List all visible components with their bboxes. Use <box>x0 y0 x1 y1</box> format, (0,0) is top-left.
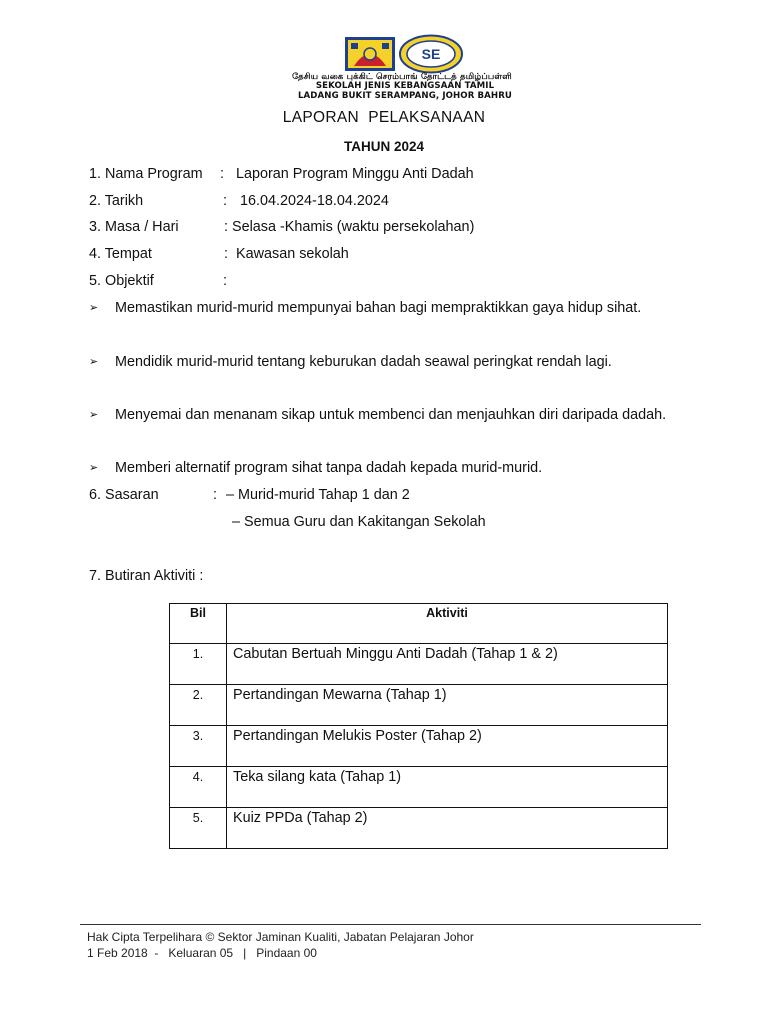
cell-aktiviti: Pertandingan Mewarna (Tahap 1) <box>227 685 668 726</box>
field-label: 6. Sasaran <box>89 487 159 503</box>
objective-text: Menyemai dan menanam sikap untuk membenci dan menjauhkan diri daripada dadah. <box>115 407 667 423</box>
cell-bil: 3. <box>170 726 227 767</box>
column-header-aktiviti: Aktiviti <box>227 604 668 644</box>
objective-item <box>89 407 666 423</box>
field-value: 16.04.2024-18.04.2024 <box>240 193 389 209</box>
field-sep: : <box>223 193 227 209</box>
cell-aktiviti: Cabutan Bertuah Minggu Anti Dadah (Tahap 1 & 2) <box>227 644 668 685</box>
objective-item <box>89 300 641 316</box>
field-sep: : <box>220 166 224 182</box>
activities-table <box>169 603 668 849</box>
footer-divider <box>80 924 701 925</box>
field-sasaran <box>89 487 410 503</box>
field-value: Laporan Program Minggu Anti Dadah <box>236 166 474 182</box>
field-label: 5. Objektif <box>89 273 154 289</box>
field-sep: : <box>223 273 227 289</box>
field-sep: : <box>224 219 228 235</box>
footer-version: 1 Feb 2018 - Keluaran 05 | Pindaan 00 <box>87 946 317 960</box>
objective-text: Memastikan murid-murid mempunyai bahan bagi mempraktikkan gaya hidup sihat. <box>115 300 642 316</box>
field-label: 4. Tempat <box>89 246 152 262</box>
report-title: LAPORAN PELAKSANAAN <box>282 109 486 126</box>
field-label: 2. Tarikh <box>89 193 144 209</box>
field-label: 3. Masa / Hari <box>89 219 179 235</box>
cell-bil: 1. <box>170 644 227 685</box>
cell-aktiviti: Pertandingan Melukis Poster (Tahap 2) <box>227 726 668 767</box>
table-row <box>170 644 668 685</box>
cell-bil: 5. <box>170 808 227 849</box>
field-masa-hari <box>89 219 475 235</box>
objective-text: Memberi alternatif program sihat tanpa dadah kepada murid-murid. <box>115 460 543 476</box>
field-sep: : <box>213 487 217 503</box>
table-header-row <box>170 604 668 644</box>
column-header-bil: Bil <box>170 604 227 644</box>
field-nama-program <box>89 166 474 182</box>
logo-text: SE <box>421 46 441 62</box>
arrow-bullet-icon: ➢ <box>89 409 99 421</box>
objective-item <box>89 354 612 370</box>
table-row <box>170 808 668 849</box>
cell-aktiviti: Teka silang kata (Tahap 1) <box>227 767 668 808</box>
table-row <box>170 685 668 726</box>
field-value: Selasa -Khamis (waktu persekolahan) <box>232 219 475 235</box>
field-value: Kawasan sekolah <box>236 246 349 262</box>
arrow-bullet-icon: ➢ <box>89 302 99 314</box>
cell-aktiviti: Kuiz PPDa (Tahap 2) <box>227 808 668 849</box>
school-name-tamil: தேசிய வகை புக்கிட் செரம்பாங் தோட்டத் தமிழ்ப்பள்ளி <box>292 72 512 82</box>
report-year: TAHUN 2024 <box>343 139 425 154</box>
table-row <box>170 767 668 808</box>
school-crest-logo <box>344 36 396 72</box>
field-label: 1. Nama Program <box>89 166 203 182</box>
cell-bil: 4. <box>170 767 227 808</box>
butiran-aktiviti-label: 7. Butiran Aktiviti : <box>89 568 204 584</box>
arrow-bullet-icon: ➢ <box>89 356 99 368</box>
school-address: LADANG BUKIT SERAMPANG, JOHOR BAHRU <box>297 91 513 101</box>
field-tarikh <box>89 193 389 209</box>
sekolah-emblem-logo <box>398 34 464 74</box>
sasaran-item: – Semua Guru dan Kakitangan Sekolah <box>232 514 486 530</box>
field-tempat <box>89 246 349 262</box>
footer-copyright: Hak Cipta Terpelihara © Sektor Jaminan Kualiti, Jabatan Pelajaran Johor <box>87 930 474 944</box>
objective-item <box>89 460 542 476</box>
table-row <box>170 726 668 767</box>
school-name: SEKOLAH JENIS KEBANGSAAN TAMIL <box>315 81 495 91</box>
objective-text: Mendidik murid-murid tentang keburukan dadah seawal peringkat rendah lagi. <box>115 354 612 370</box>
arrow-bullet-icon: ➢ <box>89 462 99 474</box>
cell-bil: 2. <box>170 685 227 726</box>
field-sep: : <box>224 246 228 262</box>
field-objektif <box>89 273 227 289</box>
sasaran-item: – Murid-murid Tahap 1 dan 2 <box>226 487 410 503</box>
